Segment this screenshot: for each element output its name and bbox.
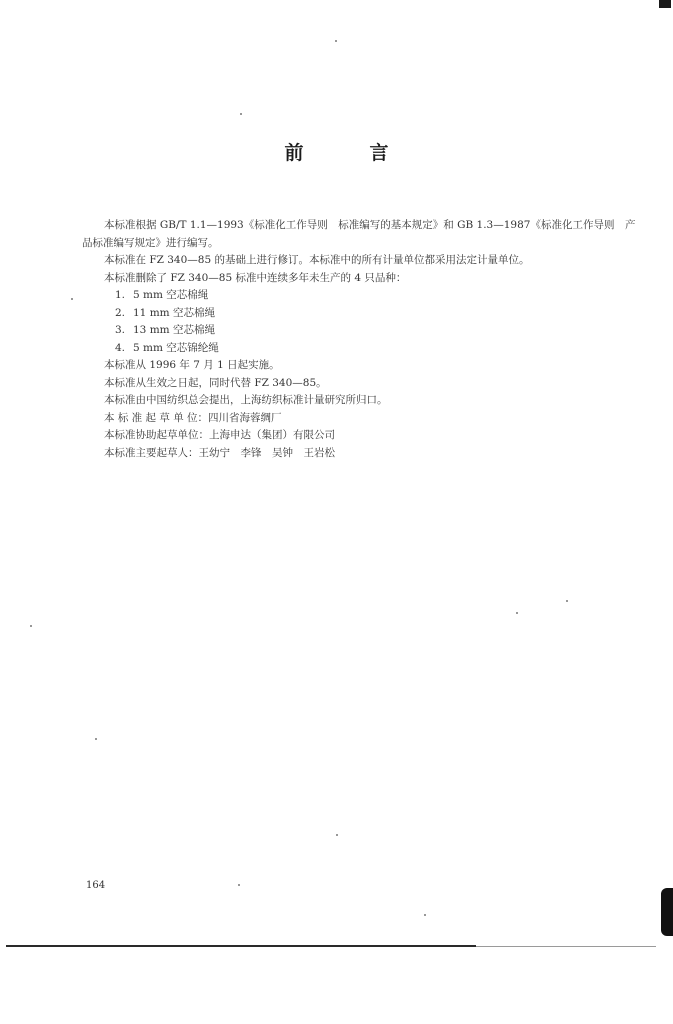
- paragraph-supersedes: 本标准从生效之日起，同时代替 FZ 340—85。: [104, 376, 327, 389]
- scan-speck: [336, 834, 338, 836]
- scan-edge-blot: [661, 888, 673, 936]
- scan-speck: [566, 600, 568, 602]
- title-char-left: 前: [284, 142, 304, 164]
- title-char-right: 言: [369, 142, 389, 164]
- list-item: 1. 5 mm 空芯棉绳: [115, 289, 209, 301]
- scan-speck: [240, 113, 242, 115]
- bottom-rule: [6, 945, 476, 947]
- page-number: 164: [86, 880, 106, 891]
- paragraph-revision: 本标准在 FZ 340—85 的基础上进行修订。本标准中的所有计量单位都采用法定计量单位。: [104, 254, 530, 266]
- paragraph-assisting-unit: 本标准协助起草单位：上海申达（集团）有限公司: [104, 429, 335, 441]
- scan-corner-mark: [659, 0, 671, 8]
- paragraph-effective-date: 本标准从 1996 年 7 月 1 日起实施。: [104, 359, 280, 371]
- scan-speck: [30, 625, 32, 627]
- scan-speck: [516, 612, 518, 614]
- paragraph-drafters: 本标准主要起草人：王幼宁 李锋 吴钟 王岩松: [104, 446, 335, 459]
- paragraph-proposer: 本标准由中国纺织总会提出，上海纺织标准计量研究所归口。: [104, 394, 388, 406]
- preface-body: [82, 217, 642, 462]
- bottom-rule-faint: [476, 946, 656, 947]
- scan-speck: [95, 738, 97, 740]
- paragraph-drafting-unit: 本 标 准 起 草 单 位：四川省海蓉绸厂: [104, 411, 282, 424]
- list-item: 4. 5 mm 空芯锦纶绳: [115, 341, 219, 354]
- paragraph-basis: 本标准根据 GB/T 1.1—1993《标准化工作导则 标准编写的基本规定》和 GB 1.3—1987《标准化工作导则 产品标准编写规定》进行编写。: [82, 219, 636, 249]
- scan-speck: [238, 884, 240, 886]
- list-item: 3. 13 mm 空芯棉绳: [115, 324, 215, 336]
- paragraph-deleted-varieties: 本标准删除了 FZ 340—85 标准中连续多年未生产的 4 只品种：: [104, 271, 407, 284]
- scan-speck: [71, 298, 73, 300]
- scan-speck: [335, 40, 337, 42]
- list-item: 2. 11 mm 空芯棉绳: [115, 306, 215, 319]
- scan-speck: [424, 914, 426, 916]
- page-title: [0, 138, 673, 165]
